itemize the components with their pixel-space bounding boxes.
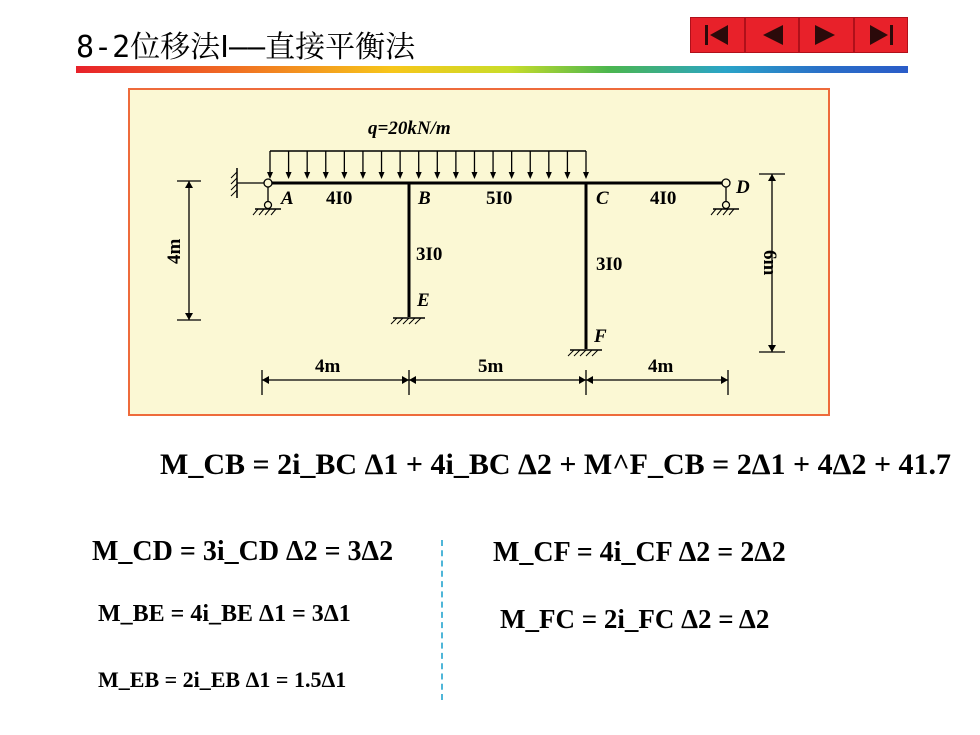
equation-mbe: [98, 601, 351, 628]
load-arrowhead: [453, 172, 459, 179]
slide-navigation: [690, 17, 908, 53]
node-a-label: A: [281, 188, 294, 209]
first-slide-button[interactable]: [690, 17, 745, 53]
load-arrowhead: [304, 172, 310, 179]
node-b-label: B: [418, 188, 431, 209]
column-separator: [441, 540, 443, 700]
node-c-label: C: [596, 188, 609, 209]
load-arrowhead: [360, 172, 366, 179]
load-label: q=20kN/m: [368, 118, 451, 139]
member-ab-stiffness: 4I0: [326, 188, 353, 209]
member-cf-stiffness: 3I0: [596, 254, 623, 275]
load-arrowhead: [379, 172, 385, 179]
node-d-label: D: [736, 177, 750, 198]
load-arrowhead: [471, 172, 477, 179]
load-arrowhead: [490, 172, 496, 179]
equation-mcd-text: M_CD = 3i_CD Δ2 = 3Δ2: [92, 536, 394, 567]
equation-mcf-text: M_CF = 4i_CF Δ2 = 2Δ2: [493, 537, 786, 568]
equation-mfc: [500, 604, 769, 635]
equation-mcb: [160, 448, 951, 482]
load-arrowhead: [546, 172, 552, 179]
load-arrowhead: [527, 172, 533, 179]
equation-mcf: [493, 537, 786, 569]
load-arrowhead: [341, 172, 347, 179]
span-3-dimension: 4m: [648, 356, 674, 377]
title-underline: [76, 66, 908, 73]
member-cd-stiffness: 4I0: [650, 188, 677, 209]
equation-mfc-text: M_FC = 2i_FC Δ2 = Δ2: [500, 604, 770, 634]
equation-meb: [98, 667, 346, 693]
last-slide-button[interactable]: [854, 17, 909, 53]
load-arrowhead: [323, 172, 329, 179]
right-height-dimension: 6m: [759, 250, 780, 276]
load-arrowhead: [509, 172, 515, 179]
load-arrowhead: [286, 172, 292, 179]
prev-icon: [755, 22, 789, 48]
load-arrowhead: [267, 172, 273, 179]
next-slide-button[interactable]: [799, 17, 854, 53]
member-be-stiffness: 3I0: [416, 244, 443, 265]
member-bc-stiffness: 5I0: [486, 188, 513, 209]
equation-mcb-text: M_CB = 2i_BC Δ1 + 4i_BC Δ2 + M^F_CB = 2Δ1 + 4Δ2 + 41.7: [160, 448, 952, 481]
load-arrowhead: [416, 172, 422, 179]
load-arrowhead: [434, 172, 440, 179]
structure-diagram-panel: [128, 88, 830, 416]
load-arrowhead: [397, 172, 403, 179]
equation-mbe-text: M_BE = 4i_BE Δ1 = 3Δ1: [98, 601, 351, 627]
first-icon: [700, 22, 734, 48]
previous-slide-button[interactable]: [745, 17, 800, 53]
span-2-dimension: 5m: [478, 356, 504, 377]
frame-diagram: [130, 90, 828, 414]
equation-meb-text: M_EB = 2i_EB Δ1 = 1.5Δ1: [98, 667, 347, 692]
last-icon: [864, 22, 898, 48]
node-e-label: E: [417, 290, 430, 311]
load-arrowhead: [564, 172, 570, 179]
load-arrowhead: [583, 172, 589, 179]
page-title: 8-2位移法Ⅰ——直接平衡法: [76, 30, 416, 65]
next-icon: [809, 22, 843, 48]
equation-mcd: [92, 536, 393, 568]
node-f-label: F: [594, 326, 607, 347]
left-height-dimension: 4m: [164, 238, 185, 264]
span-1-dimension: 4m: [315, 356, 341, 377]
